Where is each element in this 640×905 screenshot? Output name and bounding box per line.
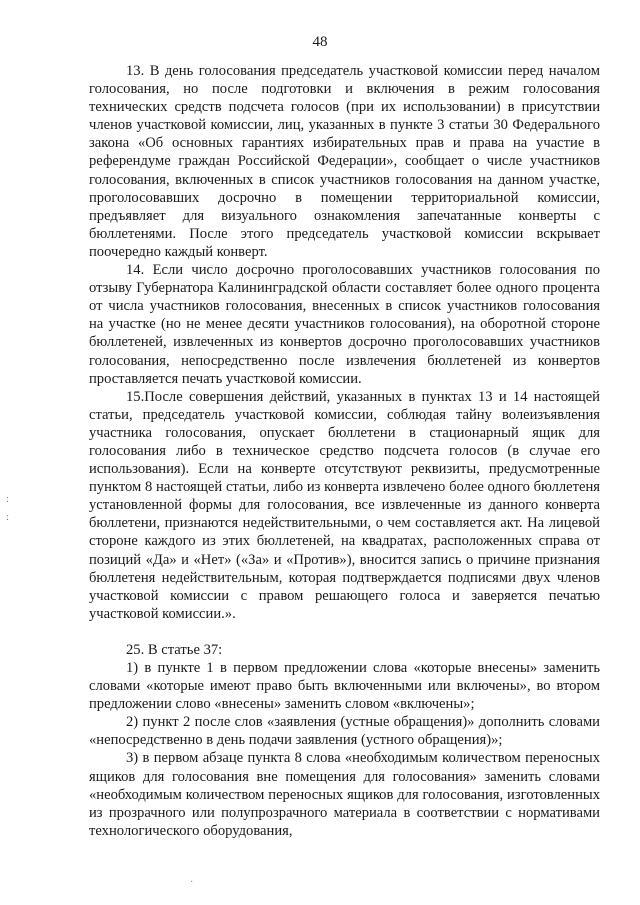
paragraph-item-13: 13. В день голосования председатель участковой комиссии перед началом голосования, но после подготовки и включения в режим голосования технических средств подсчета голосов (при их использовании) в присутствии членов участковой комиссии, лиц, указанных в пункте 3 статьи 30 Федерального закона «Об основных гарантиях избирательных прав и права на участие в референдуме граждан Российской Федерации», сообщает о числе участников голосования, включенных в список участников голосования на данном участке, проголосовавших досрочно в помещении территориальной комиссии, предъявляет для визуального ознакомления запечатанные конверты с бюллетенями. После этого председатель участковой комиссии вскрывает поочередно каждый конверт. <box>89 63 600 260</box>
page-number: 48 <box>312 34 328 50</box>
paragraph-item-15: 15.После совершения действий, указанных в пунктах 13 и 14 настоящей статьи, председатель участковой комиссии, соблюдая тайну волеизъявления участника голосования, опускает бюллетени в стационарный ящик для голосования либо в техническое средство подсчета голосов (в случае его использования). Если на конверте отсутствуют реквизиты, предусмотренные пунктом 8 настоящей статьи, либо из конверта извлечено более одного бюллетеня установленной формы для голосования, все извлеченные из данного конверта бюллетени, признаются недействительными, о чем составляется акт. На лицевой стороне каждого из этих бюллетеней, на квадратах, расположенных справа от позиций «Да» и «Нет» («За» и «Против»), вносится запись о причине признания бюллетеня недействительным, которая подтверждается подписями двух членов участковой комиссии с правом решающего голоса и заверяется печатью участковой комиссии.». <box>89 388 600 622</box>
subitem-1: 1) в пункте 1 в первом предложении слова «которые внесены» заменить словами «которые имеют право быть включенными или включены», во втором предложении слово «внесены» заменить словом «включены»; <box>89 660 600 713</box>
subitem-3: 3) в первом абзаце пункта 8 слова «необходимым количеством переносных ящиков для голосования вне помещения для голосования» заменить словами «необходимым количеством переносных ящиков для голосования, изготовленных из прозрачного или полупрозрачного материала в соответствии с нормативами технологического оборудования, <box>89 750 600 839</box>
document-body <box>89 62 600 840</box>
section-heading-25: 25. В статье 37: <box>126 641 223 658</box>
margin-mark: : <box>6 511 10 523</box>
scan-dot: · <box>190 877 194 888</box>
paragraph-item-14: 14. Если число досрочно проголосовавших участников голосования по отзыву Губернатора Калининградской области составляет более одного процента от числа участников голосования, внесенных в список участников голосования на участке (но не менее десяти участников голосования), на оборотной стороне бюллетеней, извлеченных из конвертов досрочно проголосовавших участников голосования, непосредственно после извлечения бюллетеней из конвертов проставляется печать участковой комиссии. <box>89 262 600 387</box>
margin-mark: : <box>6 493 10 505</box>
subitem-2: 2) пункт 2 после слов «заявления (устные обращения)» дополнить словами «непосредственно в день подачи заявления (устного обращения)»; <box>89 714 600 749</box>
